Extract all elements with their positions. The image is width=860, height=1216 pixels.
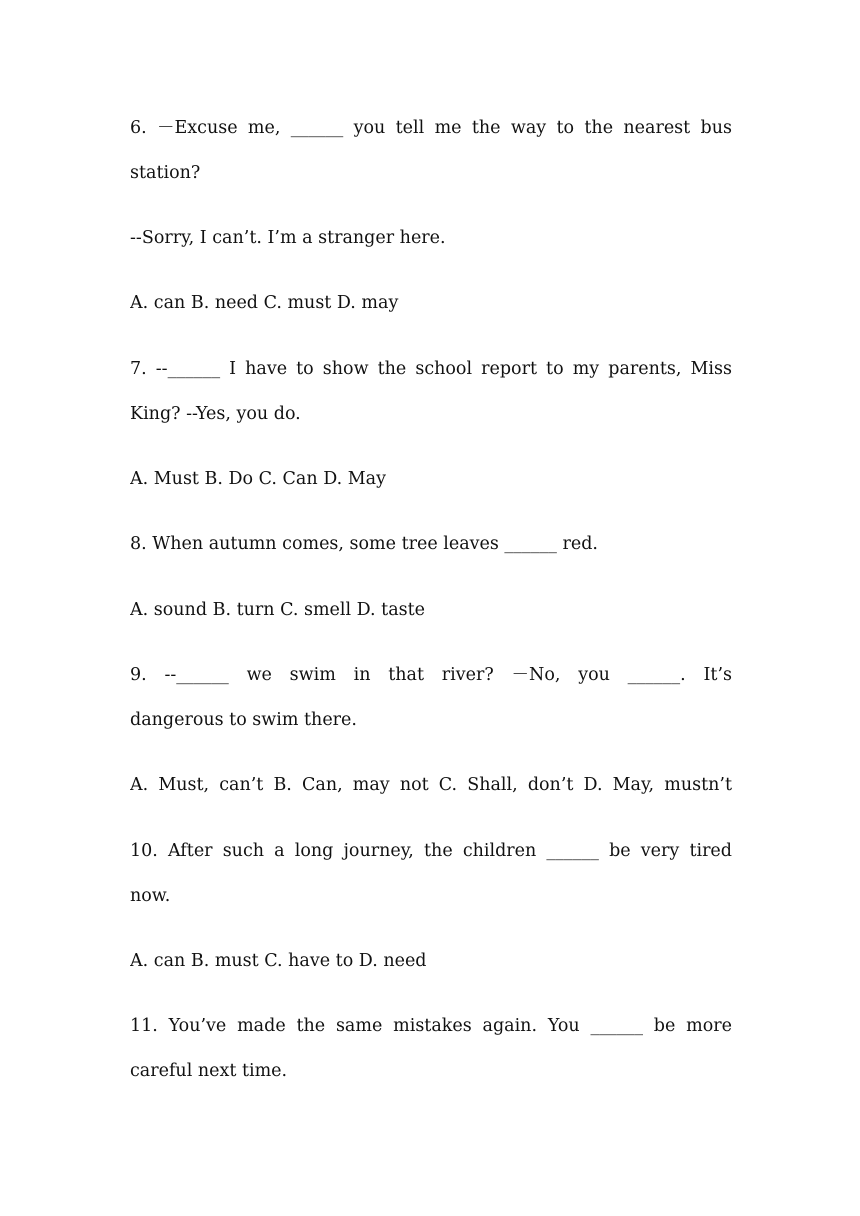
q9-options: A. Must, can’t B. Can, may not C. Shall, don’t D. May, mustn’t	[130, 775, 732, 795]
q10-options: A. can B. must C. have to D. need	[130, 951, 427, 971]
q6-line-2: station?	[130, 163, 201, 183]
q7-options: A. Must B. Do C. Can D. May	[130, 469, 386, 489]
q8-line-1: 8. When autumn comes, some tree leaves ______ red.	[130, 534, 598, 554]
q7-line-1: 7. --______ I have to show the school report to my parents, Miss	[130, 359, 732, 379]
q11-line-2: careful next time.	[130, 1061, 288, 1081]
q8-options: A. sound B. turn C. smell D. taste	[130, 600, 426, 620]
q10-line-2: now.	[130, 886, 171, 906]
q7-line-2: King? --Yes, you do.	[130, 404, 301, 424]
q10-line-1: 10. After such a long journey, the children ______ be very tired	[130, 841, 732, 861]
q11-line-1: 11. You’ve made the same mistakes again. You ______ be more	[130, 1016, 732, 1036]
q9-line-2: dangerous to swim there.	[130, 710, 357, 730]
q9-line-1: 9. --______ we swim in that river? －No, you ______. It’s	[130, 665, 732, 685]
q6-line-1: 6. －Excuse me, ______ you tell me the way to the nearest bus	[130, 118, 732, 138]
q6-options: A. can B. need C. must D. may	[130, 293, 399, 313]
q6-dialogue-reply: --Sorry, I can’t. I’m a stranger here.	[130, 228, 446, 248]
